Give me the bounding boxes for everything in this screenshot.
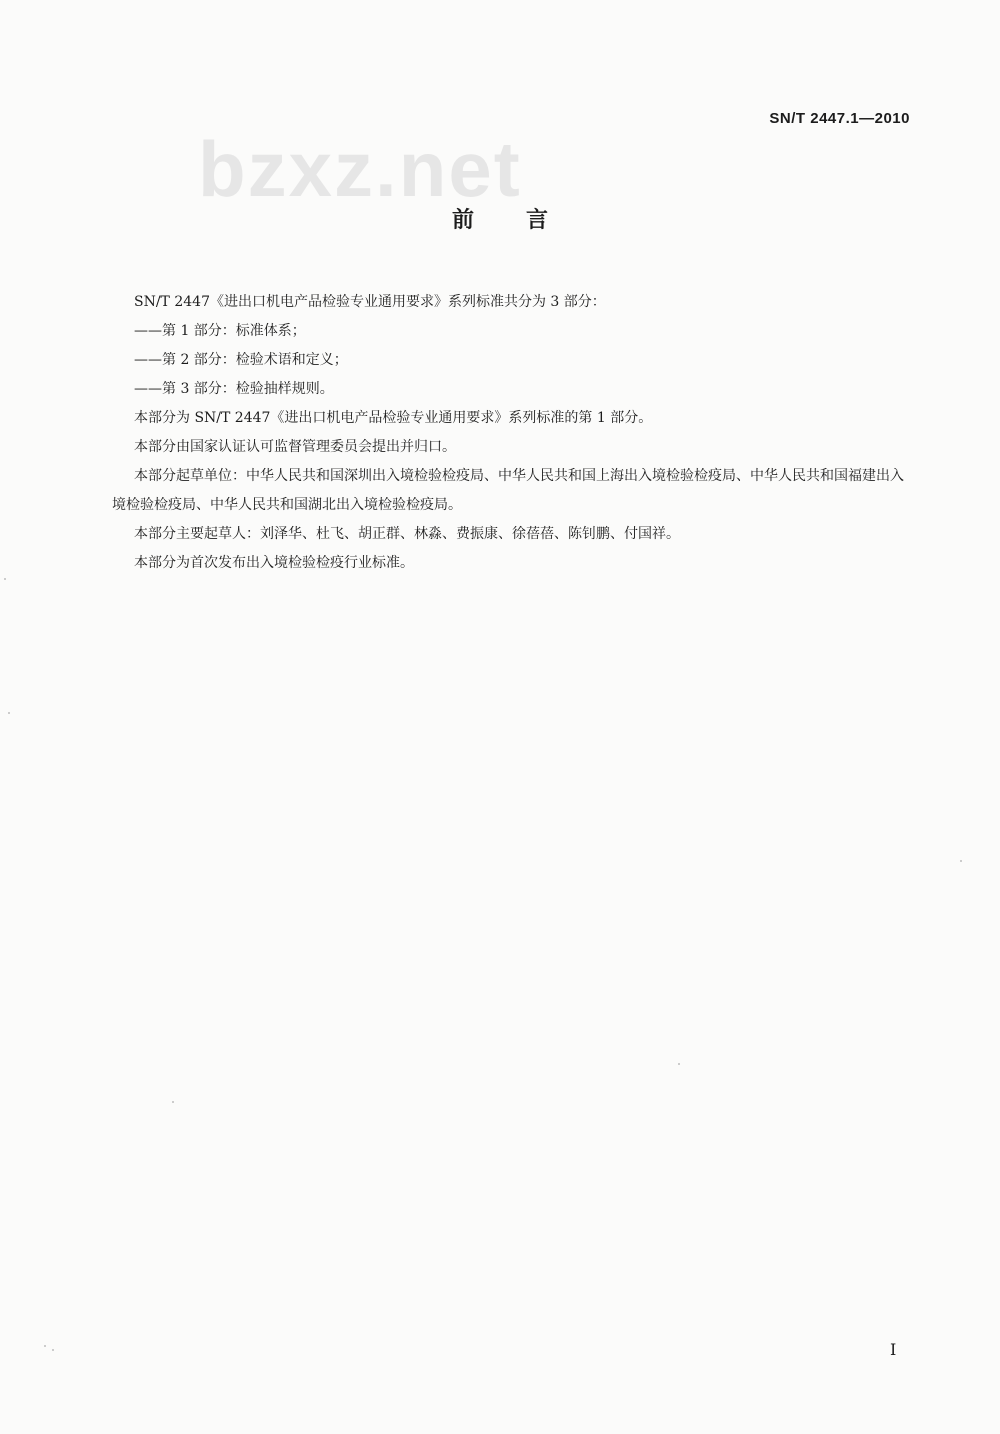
scan-speck <box>8 712 10 714</box>
paragraph-drafters: 本部分主要起草人：刘泽华、杜飞、胡正群、林淼、费振康、徐蓓蓓、陈钊鹏、付国祥。 <box>134 526 680 542</box>
scan-speck <box>172 1101 174 1103</box>
scan-speck <box>678 1063 680 1065</box>
paragraph-part-2: ——第 2 部分：检验术语和定义； <box>134 352 348 368</box>
paragraph-drafting-units: 本部分起草单位：中华人民共和国深圳出入境检验检疫局、中华人民共和国上海出入境检验检疫局、中华人民共和国福建出入境检验检疫局、中华人民共和国湖北出入境检验检疫局。 <box>112 468 904 513</box>
watermark-logo: bzxz.net <box>198 125 522 213</box>
standard-code: SN/T 2447.1—2010 <box>769 110 910 127</box>
scan-speck <box>44 1345 46 1347</box>
scan-speck <box>4 578 6 580</box>
page-title: 前言 <box>451 208 600 233</box>
paragraph-first-release: 本部分为首次发布出入境检验检疫行业标准。 <box>134 555 414 571</box>
paragraph-this-part: 本部分为 SN/T 2447《进出口机电产品检验专业通用要求》系列标准的第 1 部分。 <box>134 410 653 426</box>
scan-speck <box>960 860 962 862</box>
paragraph-intro: SN/T 2447《进出口机电产品检验专业通用要求》系列标准共分为 3 部分： <box>134 294 606 310</box>
paragraph-part-3: ——第 3 部分：检验抽样规则。 <box>134 381 334 397</box>
scan-speck <box>52 1349 54 1351</box>
paragraph-proposer: 本部分由国家认证认可监督管理委员会提出并归口。 <box>134 439 456 455</box>
paragraph-part-1: ——第 1 部分：标准体系； <box>134 323 306 339</box>
page-number: I <box>890 1340 897 1359</box>
foreword-body <box>112 288 912 578</box>
